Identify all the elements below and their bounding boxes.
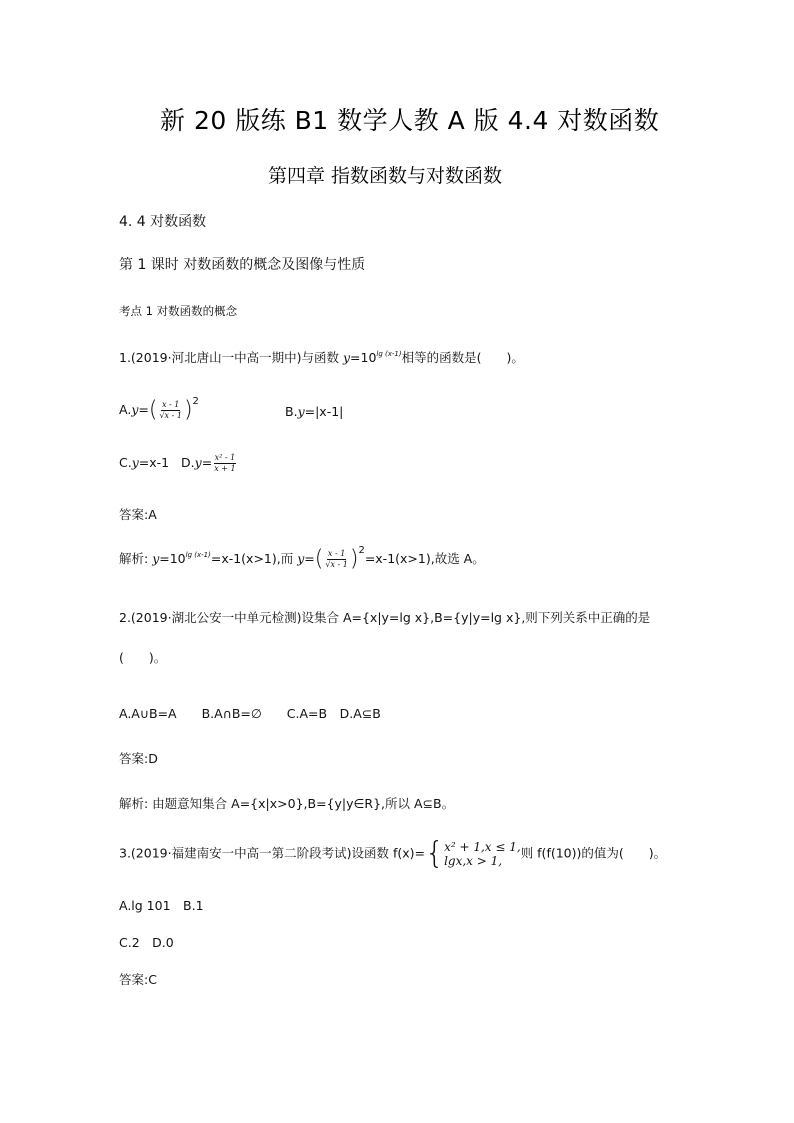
option-c-expr: =x-1: [138, 455, 170, 470]
case-1: x² + 1,x ≤ 1,: [444, 840, 521, 854]
section-heading: 4. 4 对数函数: [119, 214, 207, 230]
explanation-end: =x-1(x>1),故选 A。: [364, 551, 485, 566]
question-1-option-cd: C.y=x-1 D.y= $\frac{\text{x² - 1}}{x + 1}$: [119, 453, 236, 473]
question-3-options-2: C.2 D.0: [119, 935, 174, 950]
question-1-answer: 答案:A: [119, 507, 157, 522]
option-b-label: B.: [285, 404, 298, 419]
fraction-x-1-over-sqrt-2: $\frac{x - 1}{√x - 1}$: [325, 549, 348, 569]
explanation-label: 解析:: [119, 551, 153, 566]
question-1-stem: [119, 348, 524, 366]
var-y: y: [342, 350, 351, 365]
question-3-options-1: A.lg 101 B.1: [119, 898, 204, 913]
option-a-label: A.: [119, 402, 132, 417]
fraction-x2-1-over-x-plus-1: $\frac{\text{x² - 1}}{x + 1}$: [214, 453, 236, 473]
question-2-stem: 2.(2019·湖北公安一中单元检测)设集合 A={x|y=lg x},B={y|y=lg x},则下列关系中正确的是: [119, 610, 651, 625]
question-3-stem-suffix: 则 f(f(10))的值为( )。: [520, 845, 667, 861]
question-1-stem-suffix: 相等的函数是( )。: [401, 350, 524, 365]
document-title: 新 20 版练 B1 数学人教 A 版 4.4 对数函数: [160, 106, 660, 135]
question-1-explanation: 解析: $y=10^{lg (x-1)}=x-1(x>1)$,而 y=( $\frac{x - 1}{√x - 1}$ )$^2$=x-1(x>1),故选 A。: [119, 545, 485, 572]
question-2-options: A.A∪B=A B.A∩B=∅ C.A=B D.A⊆B: [119, 706, 381, 721]
question-1-stem-prefix: 1.(2019·河北唐山一中高一期中)与函数: [119, 350, 343, 365]
question-3-stem-prefix: 3.(2019·福建南安一中高一第二阶段考试)设函数 f(x)=: [119, 845, 425, 861]
question-1-option-a: A.y=( $\frac{x - 1}{√x - 1}$ )$^2$: [119, 396, 199, 423]
chapter-heading: 第四章 指数函数与对数函数: [268, 165, 503, 187]
question-2-answer: 答案:D: [119, 751, 158, 766]
option-b-expr: =|x-1|: [304, 404, 344, 419]
question-2-explanation: 解析: 由题意知集合 A={x|x>0},B={y|y∈R},所以 A⊆B。: [119, 796, 455, 811]
option-c-label: C.: [119, 455, 132, 470]
case-2: lgx,x > 1,: [444, 854, 503, 868]
question-1-stem-eq: =10: [350, 350, 377, 365]
topic-heading: 考点 1 对数函数的概念: [119, 304, 238, 318]
fraction-x-1-over-sqrt: $\frac{x - 1}{√x - 1}$: [159, 400, 182, 420]
question-2-stem-cont: ( )。: [119, 650, 167, 665]
lesson-heading: 第 1 课时 对数函数的概念及图像与性质: [119, 257, 366, 273]
question-3-answer: 答案:C: [119, 972, 157, 987]
explanation-mid: =x-1(x>1),而: [210, 551, 298, 566]
question-1-option-b: B.y=|x-1|: [285, 404, 344, 419]
option-d-label: D.: [181, 455, 195, 470]
brace-symbol: {: [424, 836, 445, 871]
piecewise-cases: [444, 840, 521, 868]
question-3-stem: [119, 836, 667, 871]
exponent-lg: lg (x-1): [376, 350, 402, 358]
